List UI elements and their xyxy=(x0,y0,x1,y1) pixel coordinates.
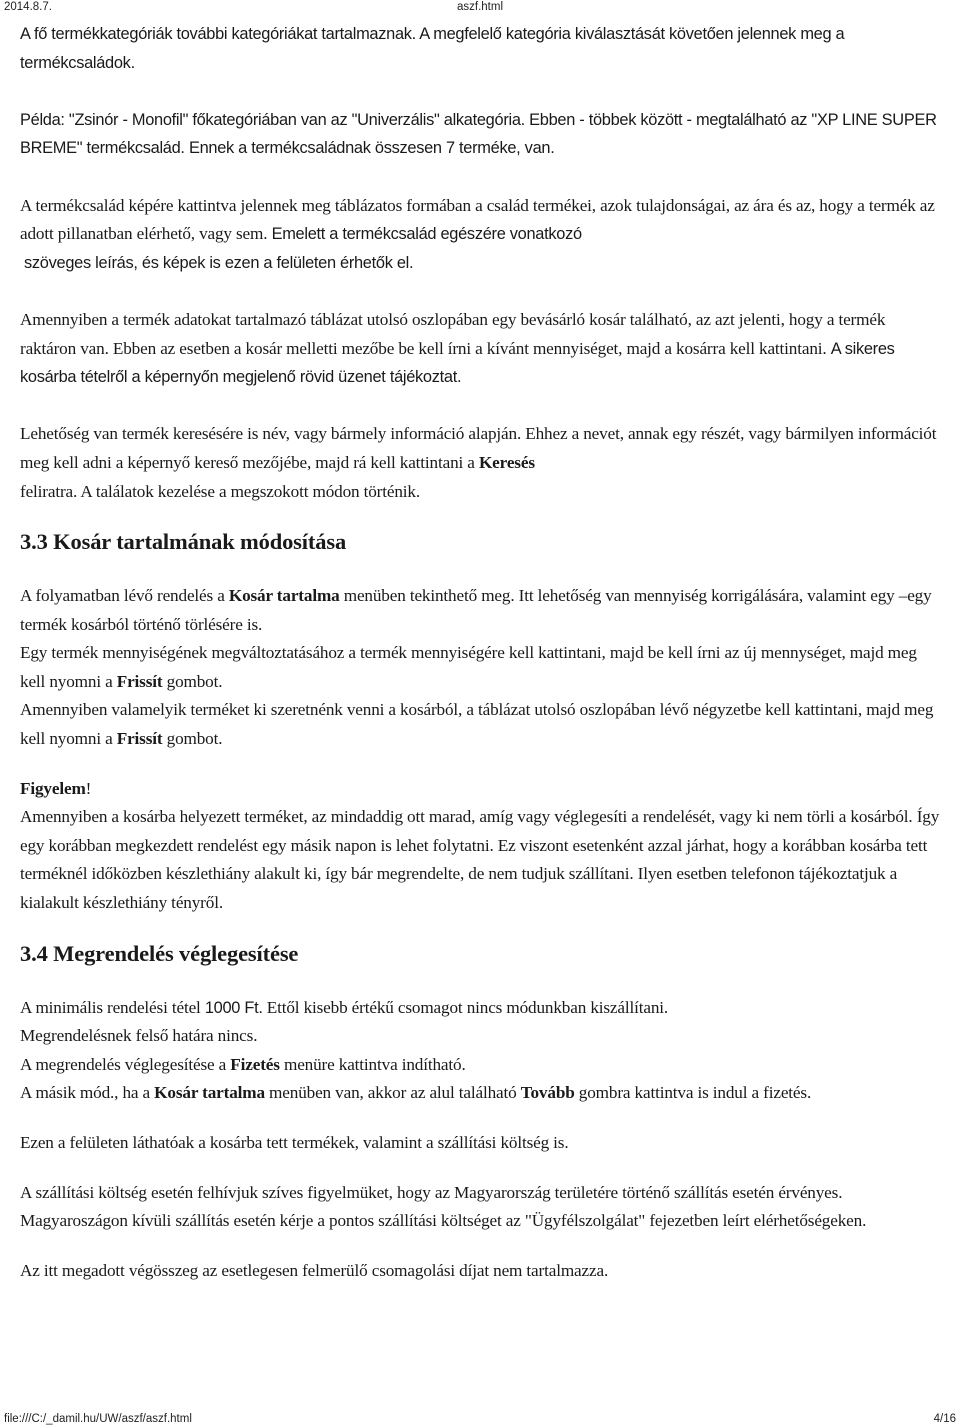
page-number: 4/16 xyxy=(933,1413,956,1425)
s33-l3-bold: Frissít xyxy=(116,729,163,749)
section-3-4-paragraph-3 xyxy=(20,1179,942,1236)
print-filename: aszf.html xyxy=(456,1,503,13)
s34-l4-bold-1: Kosár tartalma xyxy=(154,1083,265,1103)
s33-l1-bold: Kosár tartalma xyxy=(228,586,340,606)
s34-p3-a: A szállítási költség esetén felhívjuk szíves figyelmüket, hogy az Magyarország területére történő szállítás esetén érvényes. xyxy=(20,1182,843,1202)
intro-paragraph-5 xyxy=(20,420,942,506)
p3-part-b: Emelett a termékcsalád egészére vonatkozó xyxy=(271,225,582,244)
p3-part-a: A termékcsalád képére kattintva jelennek meg táblázatos formában a család termékei, azok tulajdonságai, az ára és az, hogy a termék az adott pillanatban elérhető, vagy sem. xyxy=(20,195,935,244)
s33-l2-bold: Frissít xyxy=(116,671,163,691)
s33-l3-c: gombot. xyxy=(166,729,223,749)
p4-part-a: Amennyiben a termék adatokat tartalmazó táblázat utolsó oszlopában egy bevásárló kosár található, az azt jelenti, hogy a termék raktáron van. xyxy=(20,309,886,358)
section-3-4-paragraph-4: Az itt megadott végösszeg az esetlegesen felmerülő csomagolási díjat nem tartalmazza. xyxy=(20,1260,609,1280)
section-3-4-line-3 xyxy=(20,1051,942,1080)
warning-heading xyxy=(20,775,942,804)
s34-l4-a: A másik mód., ha a xyxy=(20,1083,151,1103)
print-date: 2014.8.7. xyxy=(4,1,52,13)
intro-paragraph-3 xyxy=(20,192,942,278)
p5-part-a: Lehetőség van termék keresésére is név, vagy bármely információ alapján. xyxy=(20,424,522,444)
s34-l4-e: gombra kattintva is indul a fizetés. xyxy=(578,1083,812,1103)
s34-l3-c: menüre kattintva indítható. xyxy=(283,1054,466,1074)
section-3-4-line-1 xyxy=(20,994,942,1023)
s34-l1-c: Ettől kisebb értékű csomagot nincs módunkban kiszállítani. xyxy=(266,997,669,1017)
s34-p3-b: Magyaroszágon kívüli szállítás esetén kérje a pontos szállítási költséget az "Ügyfélszolgálat" fejezetben leírt elérhetőségeken. xyxy=(20,1211,867,1231)
document-body xyxy=(20,20,942,1285)
s34-l3-a: A megrendelés véglegesítése a xyxy=(20,1054,227,1074)
p3-part-c: szöveges leírás, és képek is ezen a felületen érhetők el. xyxy=(24,253,414,272)
s33-l3-a: Amennyiben valamelyik terméket ki szeretnénk venni a kosárból, a táblázat utolsó oszlopában lévő négyzetbe kell kattintani, majd meg kell nyomni a xyxy=(20,700,934,749)
s34-l1-a: A minimális rendelési tétel xyxy=(20,997,201,1017)
warning-label: Figyelem xyxy=(20,778,86,798)
p4-part-b: Ebben az esetben a kosár melletti mezőbe be kell írni a kívánt mennyiséget, majd a kosárra kell kattintani. xyxy=(112,338,827,358)
warning-paragraph xyxy=(20,803,942,917)
s33-l2-a: Egy termék mennyiségének megváltoztatásához a termék mennyiségére kell kattintani, majd be kell írni az új mennységet, majd meg kell nyomni a xyxy=(20,643,917,691)
s33-l1-a: A folyamatban lévő rendelés a xyxy=(20,586,225,606)
p5-part-d: feliratra. A találatok kezelése a megszokott módon történik. xyxy=(20,481,421,501)
s34-l3-bold: Fizetés xyxy=(230,1054,280,1074)
section-3-4-line-4 xyxy=(20,1079,942,1108)
section-3-4-line-2: Megrendelésnek felső határa nincs. xyxy=(20,1026,258,1046)
warn-part-b: Így egy korábban megkezdett rendelést egy másik napon is lehet folytatni. xyxy=(20,807,940,855)
section-3-4-paragraph-2: Ezen a felületen láthatóak a kosárba tett termékek, valamint a szállítási költség is. xyxy=(20,1133,569,1152)
section-3-3-title: 3.3 Kosár tartalmának módosítása xyxy=(20,529,347,555)
s34-l4-bold-2: Tovább xyxy=(520,1083,575,1103)
section-3-3-line-2 xyxy=(20,639,942,696)
warn-part-c: Ez viszont esetenként azzal járhat, hogy a korábban kosárba tett terméknél időközben készlethiány alakult ki, így bár megrendelte, de nem tudjuk szállítani. Ilyen esetben telefonon tájékoztatjuk a kialakult készlethiány tényről. xyxy=(20,835,928,913)
min-order-amount: 1000 Ft. xyxy=(204,998,263,1017)
s33-l1-c: menüben tekinthető meg. xyxy=(343,586,515,606)
warn-part-a: Amennyiben a kosárba helyezett terméket, az mindaddig ott marad, amíg vagy véglegesíti a rendelését, vagy ki nem törli a kosárból. xyxy=(20,807,913,827)
p4-part-c: A sikeres kosárba tételről a képernyőn megjelenő rövid üzenet tájékoztat. xyxy=(20,339,895,387)
s34-l4-c: menüben van, akkor az alul található xyxy=(269,1083,517,1103)
intro-paragraph-4 xyxy=(20,306,942,392)
intro-paragraph-2: Példa: "Zsinór - Monofil" főkategóriában van az "Univerzális" alkategória. Ebben - többek között - megtalálható az "XP LINE SUPER BREME" termékcsalád. Ennek a termékcsaládnak összesen 7 terméke, van. xyxy=(20,110,937,158)
page-footer xyxy=(0,1412,960,1426)
intro-paragraph-1: A fő termékkategóriák további kategóriákat tartalmaznak. A megfelelő kategória kiválasztását követően jelennek meg a termékcsaládok. xyxy=(20,25,845,72)
section-3-4-title: 3.4 Megrendelés véglegesítése xyxy=(20,940,299,966)
s33-l2-c: gombot. xyxy=(166,671,223,691)
p5-part-b: Ehhez a nevet, annak egy részét, vagy bármilyen információt meg kell adni a képernyő kereső mezőjébe, majd rá kell kattintani a xyxy=(20,424,937,472)
search-keyword: Keresés xyxy=(478,452,535,472)
warning-mark: ! xyxy=(85,778,92,798)
section-3-3-line-3 xyxy=(20,696,942,753)
page-header xyxy=(0,0,960,14)
file-path: file:///C:/_damil.hu/UW/aszf/aszf.html xyxy=(4,1413,192,1425)
section-3-3-line-1 xyxy=(20,582,942,639)
s33-l1-d: Itt lehetőség van mennyiség korrigálására, valamint egy –egy termék kosárból történő törlésére is. xyxy=(20,586,932,634)
